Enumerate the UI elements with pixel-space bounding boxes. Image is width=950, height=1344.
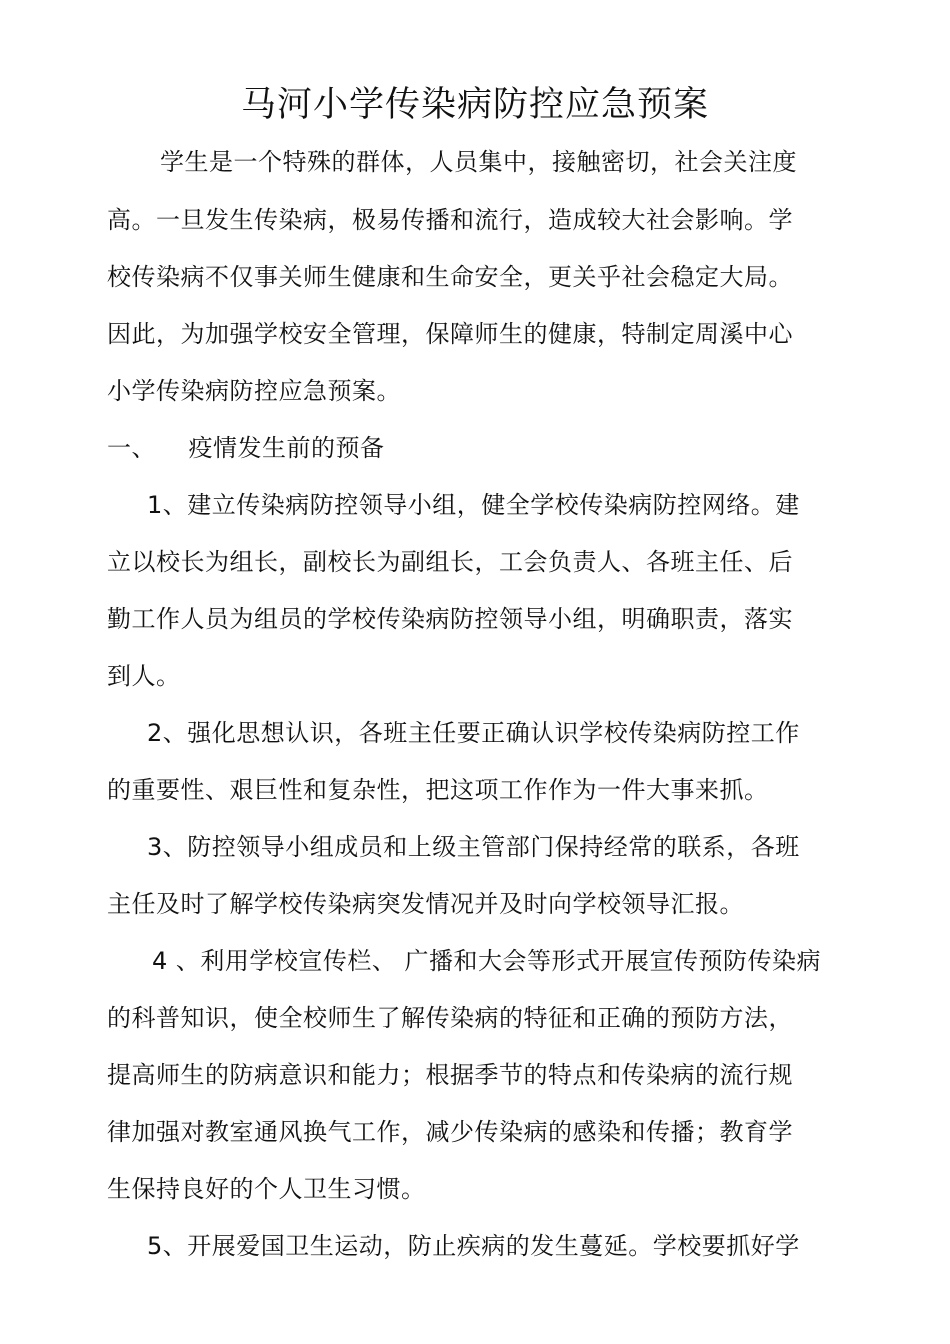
text-line: 5、开展爱国卫生运动，防止疾病的发生蔓延。学校要抓好学 [147,1232,800,1260]
text-line: 的科普知识，使全校师生了解传染病的特征和正确的预防方法， [107,1004,793,1032]
text-line: 1、建立传染病防控领导小组，健全学校传染病防控网络。建 [147,491,800,519]
text-line: 主任及时了解学校传染病突发情况并及时向学校领导汇报。 [107,890,744,918]
text-line: 提高师生的防病意识和能力；根据季节的特点和传染病的流行规 [107,1061,793,1089]
text-line: 到人。 [107,662,181,690]
text-line: 生保持良好的个人卫生习惯。 [107,1175,426,1203]
text-line: 因此，为加强学校安全管理，保障师生的健康，特制定周溪中心 [107,320,793,348]
document-title: 马河小学传染病防控应急预案 [240,85,709,125]
text-line: 立以校长为组长，副校长为副组长，工会负责人、各班主任、后 [107,548,793,576]
text-line: 勤工作人员为组员的学校传染病防控领导小组，明确职责，落实 [107,605,793,633]
section-heading: 一、 疫情发生前的预备 [107,434,385,462]
text-line: 小学传染病防控应急预案。 [107,377,401,405]
text-line: 3、防控领导小组成员和上级主管部门保持经常的联系，各班 [147,833,800,861]
text-line: 律加强对教室通风换气工作，减少传染病的感染和传播；教育学 [107,1118,793,1146]
text-line: 学生是一个特殊的群体，人员集中，接触密切，社会关注度 [160,148,797,176]
text-line: 的重要性、艰巨性和复杂性，把这项工作作为一件大事来抓。 [107,776,769,804]
text-line: 4 、利用学校宣传栏、 广播和大会等形式开展宣传预防传染病 [152,947,822,975]
text-line: 高。一旦发生传染病，极易传播和流行，造成较大社会影响。学 [107,206,793,234]
text-line: 校传染病不仅事关师生健康和生命安全，更关乎社会稳定大局。 [107,263,793,291]
text-line: 2、强化思想认识，各班主任要正确认识学校传染病防控工作 [147,719,800,747]
